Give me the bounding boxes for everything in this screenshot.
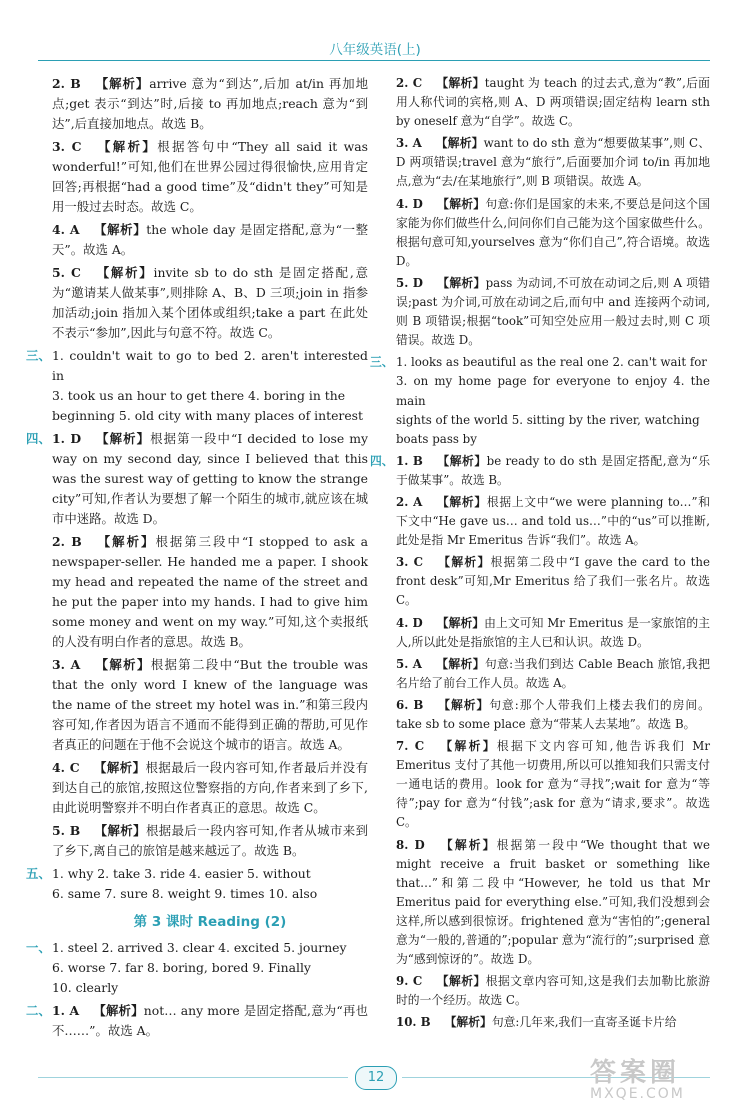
answer-line: 10. clearly bbox=[52, 980, 119, 995]
question-answer: 6. B bbox=[396, 697, 424, 712]
analysis-label: 【解析】 bbox=[437, 555, 491, 570]
analysis-text: not… any more 是固定搭配,意为“再也不……”。故选 A。 bbox=[52, 1003, 368, 1038]
answer-line: 6. worse 7. far 8. boring, bored 9. Finally bbox=[52, 960, 311, 975]
answer-item bbox=[396, 737, 710, 832]
answer-item bbox=[52, 655, 368, 755]
analysis-text: 根据下文内容可知,他告诉我们 Mr Emeritus 支付了其他一切费用,所以可以推知我们只需支付一通电话的费用。look for 意为“寻找”;wait for 意为“等待”;pay for 意为“付钱”;ask for 意为“请求,要求”。故选 C。 bbox=[396, 739, 710, 830]
analysis-text: taught 为 teach 的过去式,意为“教”,后面用人称代词的宾格,则 A、D 两项错误;固定结构 learn sth by oneself 意为“自学”。故选 C。 bbox=[396, 76, 710, 129]
analysis-text: 由上文可知 Mr Emeritus 是一家旅馆的主人,所以此处是指旅馆的主人已和认识。故选 D。 bbox=[396, 615, 710, 649]
analysis-label: 【解析】 bbox=[436, 615, 485, 630]
question-answer: 7. C bbox=[396, 739, 425, 754]
answer-line: 3. on my home page for everyone to enjoy 4. the main bbox=[396, 374, 710, 408]
answer-section bbox=[26, 346, 368, 426]
section-number: 四、 bbox=[26, 431, 51, 446]
question-answer: 5. A bbox=[396, 656, 422, 671]
analysis-label: 【解析】 bbox=[93, 1003, 144, 1018]
answer-section bbox=[396, 74, 710, 350]
answer-item bbox=[52, 821, 368, 861]
question-answer: 3. C bbox=[396, 555, 424, 570]
analysis-label: 【解析】 bbox=[95, 139, 158, 154]
right-column bbox=[370, 74, 710, 1036]
footer-divider-left bbox=[38, 1077, 348, 1078]
answer-line: 3. took us an hour to get there 4. boring in the bbox=[52, 388, 346, 403]
answer-section bbox=[52, 74, 368, 343]
question-answer: 2. B bbox=[52, 534, 82, 549]
answer-item bbox=[52, 263, 368, 343]
question-answer: 3. C bbox=[52, 139, 82, 154]
answer-item bbox=[396, 696, 710, 734]
answer-line: boats pass by bbox=[396, 431, 477, 446]
analysis-text: pass 为动词,不可放在动词之后,则 A 项错误;past 为介词,可放在动词之后,而句中 and 连接两个动词,则 B 项错误;根据“took”可知空处应用一般过去时,则 C 项错误。故选 D。 bbox=[396, 275, 710, 348]
question-answer: 3. A bbox=[52, 657, 81, 672]
answer-line: sights of the world 5. sitting by the river, watching bbox=[396, 412, 700, 427]
analysis-text: 根据上文中“we were planning to…”和下文中“He gave us… and told us…”中的“us”可以推断,此处是指 Mr Emeritus 告诉“我们”。故选 A。 bbox=[396, 494, 710, 548]
answer-line: 1. looks as beautiful as the real one 2. can't wait for bbox=[396, 355, 707, 370]
analysis-label: 【解析】 bbox=[444, 1015, 492, 1030]
analysis-label: 【解析】 bbox=[435, 656, 485, 671]
analysis-text: 句意:你们是国家的未来,不要总是问这个国家能为你们做些什么,问问你们自己能为这个国家做些什么。根据句意可知,yourselves 意为“你们自己”,符合语境。故选 D。 bbox=[396, 196, 710, 268]
answer-item bbox=[396, 493, 710, 550]
analysis-text: 根据第二段中“I gave the card to the front desk”可知,Mr Emeritus 给了我们一张名片。故选 C。 bbox=[396, 555, 710, 608]
left-column bbox=[26, 74, 369, 1044]
answer-line: 1. couldn't wait to go to bed 2. aren't interested in bbox=[52, 348, 368, 383]
question-answer: 4. A bbox=[52, 222, 80, 237]
answer-item bbox=[396, 452, 710, 490]
analysis-label: 【解析】 bbox=[438, 739, 497, 754]
analysis-label: 【解析】 bbox=[95, 431, 151, 446]
analysis-label: 【解析】 bbox=[436, 76, 485, 90]
answer-item bbox=[396, 655, 710, 693]
analysis-label: 【解析】 bbox=[436, 453, 487, 468]
analysis-label: 【解析】 bbox=[95, 534, 156, 549]
question-answer: 4. C bbox=[52, 760, 80, 775]
question-answer: 2. B bbox=[52, 76, 81, 91]
analysis-label: 【解析】 bbox=[435, 136, 484, 151]
analysis-text: 根据第二段中“But the trouble was that the only word I knew of the language was the name of the street my hotel was in.”和第三段内容可知,作者因为语言不通而不能得到正确的帮助,可见作者真正的问题在于他不会说这个城市的语言。故选 A。 bbox=[52, 657, 368, 752]
answer-item bbox=[52, 74, 368, 134]
analysis-text: invite sb to do sth 是固定搭配,意为“邀请某人做某事”,则排除 A、B、D 三项;join in 指参加活动;join 指加入某个团体或组织;take a part 在此处不表示“参加”,因此与句意不符。故选 C。 bbox=[52, 265, 368, 340]
answer-section bbox=[26, 864, 368, 904]
analysis-text: 根据第一段中“We thought that we might receive a fruit basket or something like that…”和第二段中“However, he told us that Mr Emeritus paid for everything else.”可知,我们没想到会这样,所以感到很惊讶。frightened 意为“害怕的”;general 意为“一般的,普通的”;popular 意为“流行的”;surprised 意为“感到惊讶的”。故选 D。 bbox=[396, 837, 710, 967]
answer-item bbox=[52, 1001, 368, 1041]
analysis-text: 根据文章内容可知,这是我们去加勒比旅游时的一个经历。故选 C。 bbox=[396, 974, 710, 1008]
section-number: 一、 bbox=[26, 940, 51, 955]
answer-section bbox=[26, 429, 369, 861]
analysis-label: 【解析】 bbox=[93, 222, 147, 237]
answer-item bbox=[396, 1013, 710, 1032]
answer-item bbox=[396, 972, 710, 1010]
analysis-text: 句意:当我们到达 Cable Beach 旅馆,我把名片给了前台工作人员。故选 A。 bbox=[396, 656, 710, 690]
header-divider bbox=[38, 60, 710, 61]
analysis-label: 【解析】 bbox=[436, 275, 486, 290]
answer-line: 1. steel 2. arrived 3. clear 4. excited 5. journey bbox=[52, 940, 347, 955]
question-answer: 4. D bbox=[396, 615, 423, 630]
answer-item bbox=[396, 553, 710, 610]
analysis-text: 根据第三段中“I stopped to ask a newspaper-seller. He handed me a paper. I shook my head and repeated the name of the street and he put the paper into my hands. I had to give him some money and went on my way.”可知,这个卖报纸的人没有明白作者的意思。故选 B。 bbox=[52, 534, 368, 649]
answer-section bbox=[26, 938, 368, 998]
analysis-text: 根据第一段中“I decided to lose my way on my second day, since I believed that this was the surest way of getting to know the strange city”可知,作者认为要想了解一个陌生的城市,就应该在城市中迷路。故选 D。 bbox=[52, 431, 369, 526]
answer-section bbox=[370, 452, 710, 1033]
question-answer: 5. B bbox=[52, 823, 81, 838]
analysis-label: 【解析】 bbox=[436, 494, 487, 509]
answer-item bbox=[52, 532, 368, 652]
watermark-logo bbox=[590, 1060, 740, 1104]
question-answer: 3. A bbox=[396, 136, 422, 151]
answer-item bbox=[396, 74, 710, 131]
question-answer: 1. B bbox=[396, 453, 423, 468]
analysis-text: want to do sth 意为“想要做某事”,则 C、D 两项错误;travel 意为“旅行”,后面要加介词 to/in 再加地点,意为“去/在某地旅行”,则 B 项错误。故选 A。 bbox=[396, 136, 710, 189]
question-answer: 1. A bbox=[52, 1003, 80, 1018]
analysis-label: 【解析】 bbox=[94, 657, 151, 672]
question-answer: 10. B bbox=[396, 1015, 431, 1030]
answer-line: beginning 5. old city with many places of interest bbox=[52, 408, 364, 423]
analysis-text: be ready to do sth 是固定搭配,意为“乐于做某事”。故选 B。 bbox=[396, 453, 710, 487]
section-number: 三、 bbox=[26, 348, 51, 363]
answer-item bbox=[396, 274, 710, 350]
answer-item bbox=[396, 134, 710, 191]
answer-item bbox=[52, 137, 368, 217]
section-number: 五、 bbox=[26, 866, 51, 881]
answer-section bbox=[370, 353, 710, 448]
question-answer: 8. D bbox=[396, 837, 425, 852]
answer-item bbox=[396, 195, 710, 271]
page-header bbox=[0, 0, 750, 60]
question-answer: 1. D bbox=[52, 431, 82, 446]
section-number: 二、 bbox=[26, 1003, 51, 1018]
question-answer: 2. A bbox=[396, 494, 423, 509]
analysis-label: 【解析】 bbox=[94, 823, 146, 838]
answer-item bbox=[396, 836, 710, 970]
analysis-label: 【解析】 bbox=[94, 76, 150, 91]
analysis-label: 【解析】 bbox=[94, 265, 154, 280]
page-number: 12 bbox=[355, 1066, 397, 1090]
answer-line: 6. same 7. sure 8. weight 9. times 10. also bbox=[52, 886, 318, 901]
analysis-text: 根据答句中“They all said it was wonderful!”可知,他们在世界公园过得很愉快,应用肯定回答;再根据“had a good time”及“didn't they”可知是用一般过去时态。故选 C。 bbox=[52, 139, 368, 214]
question-answer: 9. C bbox=[396, 974, 423, 989]
analysis-label: 【解析】 bbox=[93, 760, 146, 775]
analysis-text: the whole day 是固定搭配,意为“一整天”。故选 A。 bbox=[52, 222, 369, 257]
lesson-heading: 第 3 课时 Reading (2) bbox=[133, 914, 287, 930]
analysis-text: 句意:那个人带我们上楼去我们的房间。take sb to some place 意为“带某人去某地”。故选 B。 bbox=[396, 697, 710, 731]
analysis-label: 【解析】 bbox=[438, 837, 497, 852]
analysis-label: 【解析】 bbox=[436, 196, 486, 211]
question-answer: 2. C bbox=[396, 76, 423, 90]
watermark-text: 答案圈 bbox=[590, 1058, 681, 1088]
question-answer: 4. D bbox=[396, 196, 423, 211]
book-title: 八年级英语(上) bbox=[329, 42, 421, 58]
question-answer: 5. C bbox=[52, 265, 81, 280]
analysis-label: 【解析】 bbox=[436, 974, 486, 989]
analysis-text: 根据最后一段内容可知,作者从城市来到了乡下,离自己的旅馆是越来越远了。故选 B。 bbox=[52, 823, 368, 858]
answer-line: 1. why 2. take 3. ride 4. easier 5. without bbox=[52, 866, 311, 881]
section-number: 四、 bbox=[370, 453, 394, 468]
section-number: 三、 bbox=[370, 355, 394, 370]
question-answer: 5. D bbox=[396, 275, 423, 290]
analysis-text: 根据最后一段内容可知,作者最后并没有到达自己的旅馆,按照这位警察指的方向,作者来到了乡下,由此说明警察并不明白作者真正的意思。故选 C。 bbox=[52, 760, 368, 815]
answer-item bbox=[52, 758, 368, 818]
analysis-text: arrive 意为“到达”,后加 at/in 再加地点;get 表示“到达”时,后接 to 再加地点;reach 意为“到达”,后直接加地点。故选 B。 bbox=[52, 76, 368, 131]
answer-section bbox=[26, 1001, 368, 1041]
analysis-text: 句意:几年来,我们一直寄圣诞卡片给 bbox=[491, 1015, 677, 1030]
answer-item bbox=[396, 614, 710, 652]
watermark-url: MXQE.COM bbox=[590, 1086, 685, 1102]
answer-item bbox=[52, 429, 368, 529]
answer-item bbox=[52, 220, 368, 260]
analysis-label: 【解析】 bbox=[437, 697, 490, 712]
